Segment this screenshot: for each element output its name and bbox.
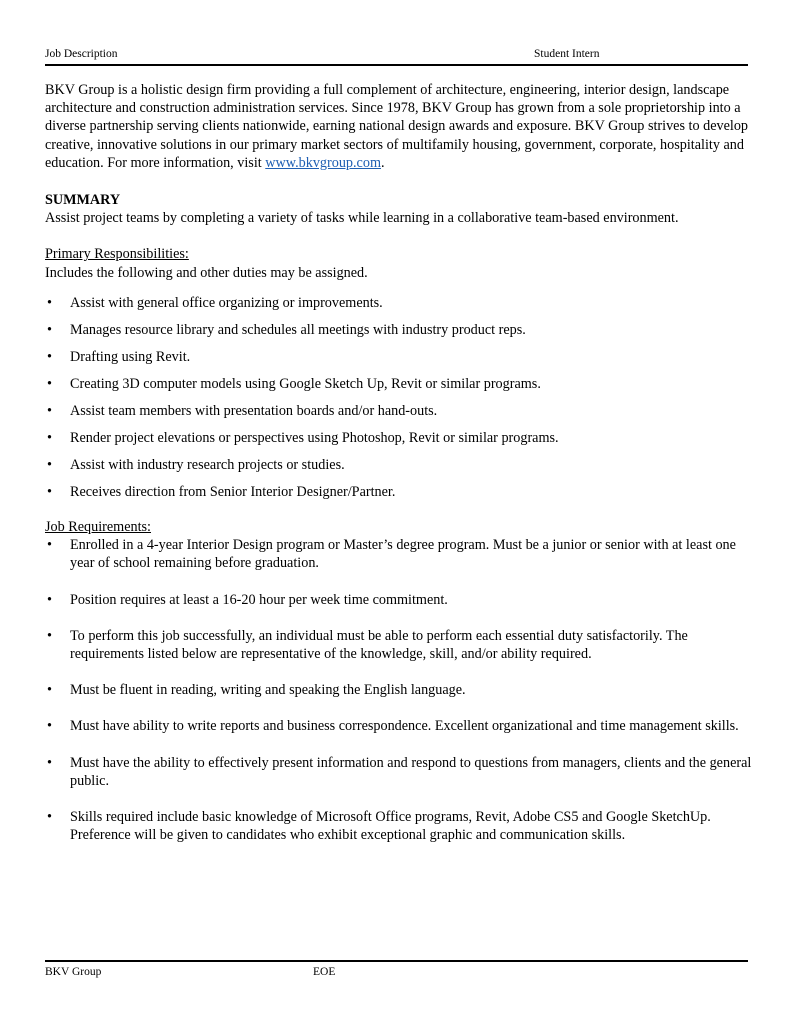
list-item bbox=[45, 754, 755, 790]
bullet-icon: • bbox=[47, 402, 52, 419]
bullet-icon: • bbox=[47, 429, 52, 446]
bullet-icon: • bbox=[47, 456, 52, 473]
list-item-text: Assist team members with presentation boards and/or hand-outs. bbox=[70, 402, 438, 419]
intro-text: BKV Group is a holistic design firm providing a full complement of architecture, engineering, interior design, landscape architecture and construction administration services. Since 1978, BKV Group has grown from a sole proprietorship into a diverse partnership serving clients nationwide, earning national design awards and exposure. BKV Group strives to develop creative, innovative solutions in our primary market sectors of multifamily housing, government, corporate, hospitality and education. For more information, visit bbox=[45, 82, 749, 171]
summary-text: Assist project teams by completing a variety of tasks while learning in a collaborative team-based environment. bbox=[45, 210, 679, 227]
list-item-text: Manages resource library and schedules all meetings with industry product reps. bbox=[70, 321, 526, 338]
header-document-type: Job Description bbox=[45, 48, 118, 60]
list-item-text: To perform this job successfully, an individual must be able to perform each essential duty satisfactorily. The requirements listed below are representative of the knowledge, skill, and/or ability required. bbox=[70, 627, 688, 663]
bullet-icon: • bbox=[47, 591, 52, 608]
list-item-text: Skills required include basic knowledge of Microsoft Office programs, Revit, Adobe CS5 and Google SketchUp. Preference will be given to candidates who exhibit exceptional graphic and communication skills. bbox=[70, 809, 711, 844]
list-item-text: Must have the ability to effectively present information and respond to questions from managers, clients and the general public. bbox=[70, 754, 752, 789]
list-item bbox=[45, 591, 755, 609]
list-item bbox=[45, 627, 755, 663]
bullet-icon: • bbox=[47, 375, 52, 392]
page-header bbox=[45, 46, 748, 66]
list-item bbox=[45, 402, 755, 420]
bullet-icon: • bbox=[47, 483, 52, 500]
bullet-icon: • bbox=[47, 718, 52, 735]
responsibilities-list bbox=[45, 294, 755, 501]
bullet-icon: • bbox=[47, 754, 52, 771]
header-position-title: Student Intern bbox=[534, 48, 600, 60]
list-item-text: Render project elevations or perspectives using Photoshop, Revit or similar programs. bbox=[70, 429, 559, 446]
list-item-text: Enrolled in a 4-year Interior Design program or Master’s degree program. Must be a junior or senior with at least one year of school remaining before graduation. bbox=[70, 537, 736, 572]
list-item bbox=[45, 536, 755, 572]
footer-company: BKV Group bbox=[45, 966, 102, 978]
bullet-icon: • bbox=[47, 321, 52, 338]
requirements-list bbox=[45, 536, 755, 844]
list-item bbox=[45, 808, 755, 844]
list-item-text: Position requires at least a 16-20 hour per week time commitment. bbox=[70, 591, 448, 608]
list-item bbox=[45, 681, 755, 699]
bullet-icon: • bbox=[47, 294, 52, 311]
company-website-link[interactable]: www.bkvgroup.com bbox=[265, 154, 381, 171]
list-item-text: Must be fluent in reading, writing and speaking the English language. bbox=[70, 682, 466, 699]
document-body bbox=[45, 81, 755, 862]
list-item-text: Receives direction from Senior Interior Designer/Partner. bbox=[70, 483, 396, 500]
list-item-text: Assist with general office organizing or improvements. bbox=[70, 294, 383, 311]
bullet-icon: • bbox=[47, 348, 52, 365]
responsibilities-intro: Includes the following and other duties may be assigned. bbox=[45, 264, 368, 281]
company-intro bbox=[45, 81, 755, 172]
list-item bbox=[45, 321, 755, 339]
list-item-text: Drafting using Revit. bbox=[70, 348, 191, 365]
bullet-icon: • bbox=[47, 682, 52, 699]
bullet-icon: • bbox=[47, 809, 52, 826]
list-item-text: Creating 3D computer models using Google Sketch Up, Revit or similar programs. bbox=[70, 375, 541, 392]
summary-heading: SUMMARY bbox=[45, 192, 121, 209]
list-item bbox=[45, 717, 755, 735]
list-item bbox=[45, 348, 755, 366]
list-item bbox=[45, 375, 755, 393]
page-footer bbox=[45, 960, 748, 978]
intro-trailing: . bbox=[380, 154, 385, 171]
requirements-heading: Job Requirements: bbox=[45, 519, 151, 536]
bullet-icon: • bbox=[47, 627, 52, 644]
footer-eoe: EOE bbox=[313, 966, 336, 978]
bullet-icon: • bbox=[47, 537, 52, 554]
responsibilities-heading: Primary Responsibilities: bbox=[45, 246, 189, 263]
list-item bbox=[45, 429, 755, 447]
list-item bbox=[45, 456, 755, 474]
list-item bbox=[45, 483, 755, 501]
list-item-text: Must have ability to write reports and business correspondence. Excellent organizational and time management skills. bbox=[70, 718, 739, 735]
list-item-text: Assist with industry research projects or studies. bbox=[70, 456, 345, 473]
list-item bbox=[45, 294, 755, 312]
